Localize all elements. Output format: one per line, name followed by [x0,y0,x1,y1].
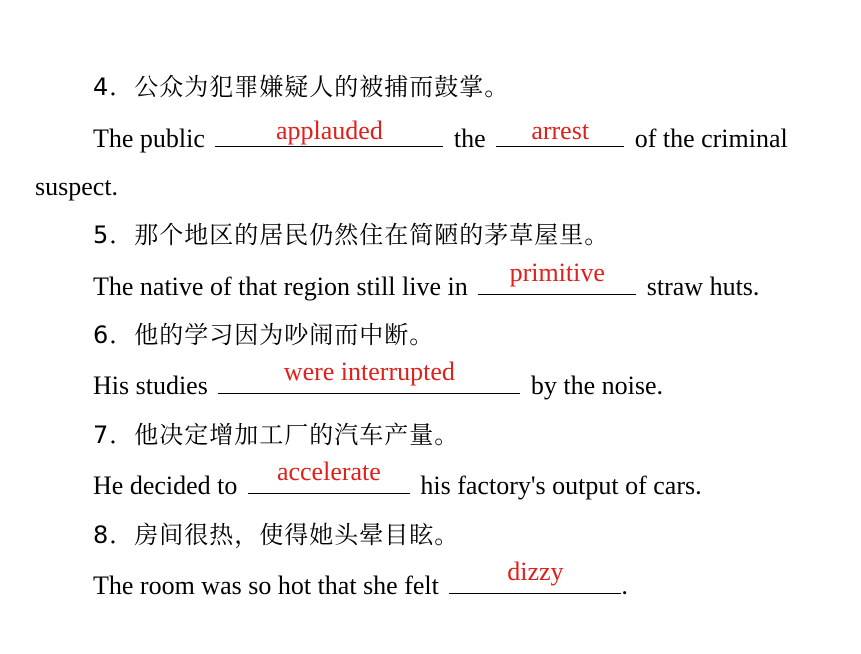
sentence-text: by the noise. [530,371,663,400]
question-4-english [93,116,788,154]
question-5-english [93,258,760,302]
question-8-english [93,557,628,601]
question-6-english [93,357,663,401]
answer-text: applauded [276,116,383,145]
answer-blank [215,116,443,147]
answer-text: accelerate [276,457,381,486]
answer-blank [248,457,410,494]
answer-blank [496,116,624,147]
answer-blank [218,357,520,394]
question-4-english-wrap: suspect. [35,172,119,201]
sentence-text: He decided to [93,471,238,500]
answer-text: primitive [509,258,605,287]
answer-text: were interrupted [283,357,455,386]
sentence-text: His studies [93,371,208,400]
question-6-chinese: 6．他的学习因为吵闹而中断。 [93,321,435,349]
answer-blank [449,557,621,594]
question-8-chinese: 8．房间很热，使得她头晕目眩。 [93,521,460,549]
sentence-text: straw huts. [646,272,760,301]
question-4-chinese: 4．公众为犯罪嫌疑人的被捕而鼓掌。 [93,73,510,101]
question-7-chinese: 7．他决定增加工厂的汽车产量。 [93,421,460,449]
answer-text: dizzy [507,557,564,586]
sentence-text: his factory's output of cars. [420,471,702,500]
sentence-text: The public [93,124,205,153]
sentence-text: . [621,571,628,600]
sentence-text: the [453,124,486,153]
question-7-english [93,457,702,501]
sentence-text: The native of that region still live in [93,272,468,301]
sentence-text: The room was so hot that she felt [93,571,439,600]
answer-blank [478,258,636,295]
question-5-chinese: 5．那个地区的居民仍然住在简陋的茅草屋里。 [93,221,610,249]
sentence-text: of the criminal [634,124,788,153]
answer-text: arrest [531,116,590,145]
